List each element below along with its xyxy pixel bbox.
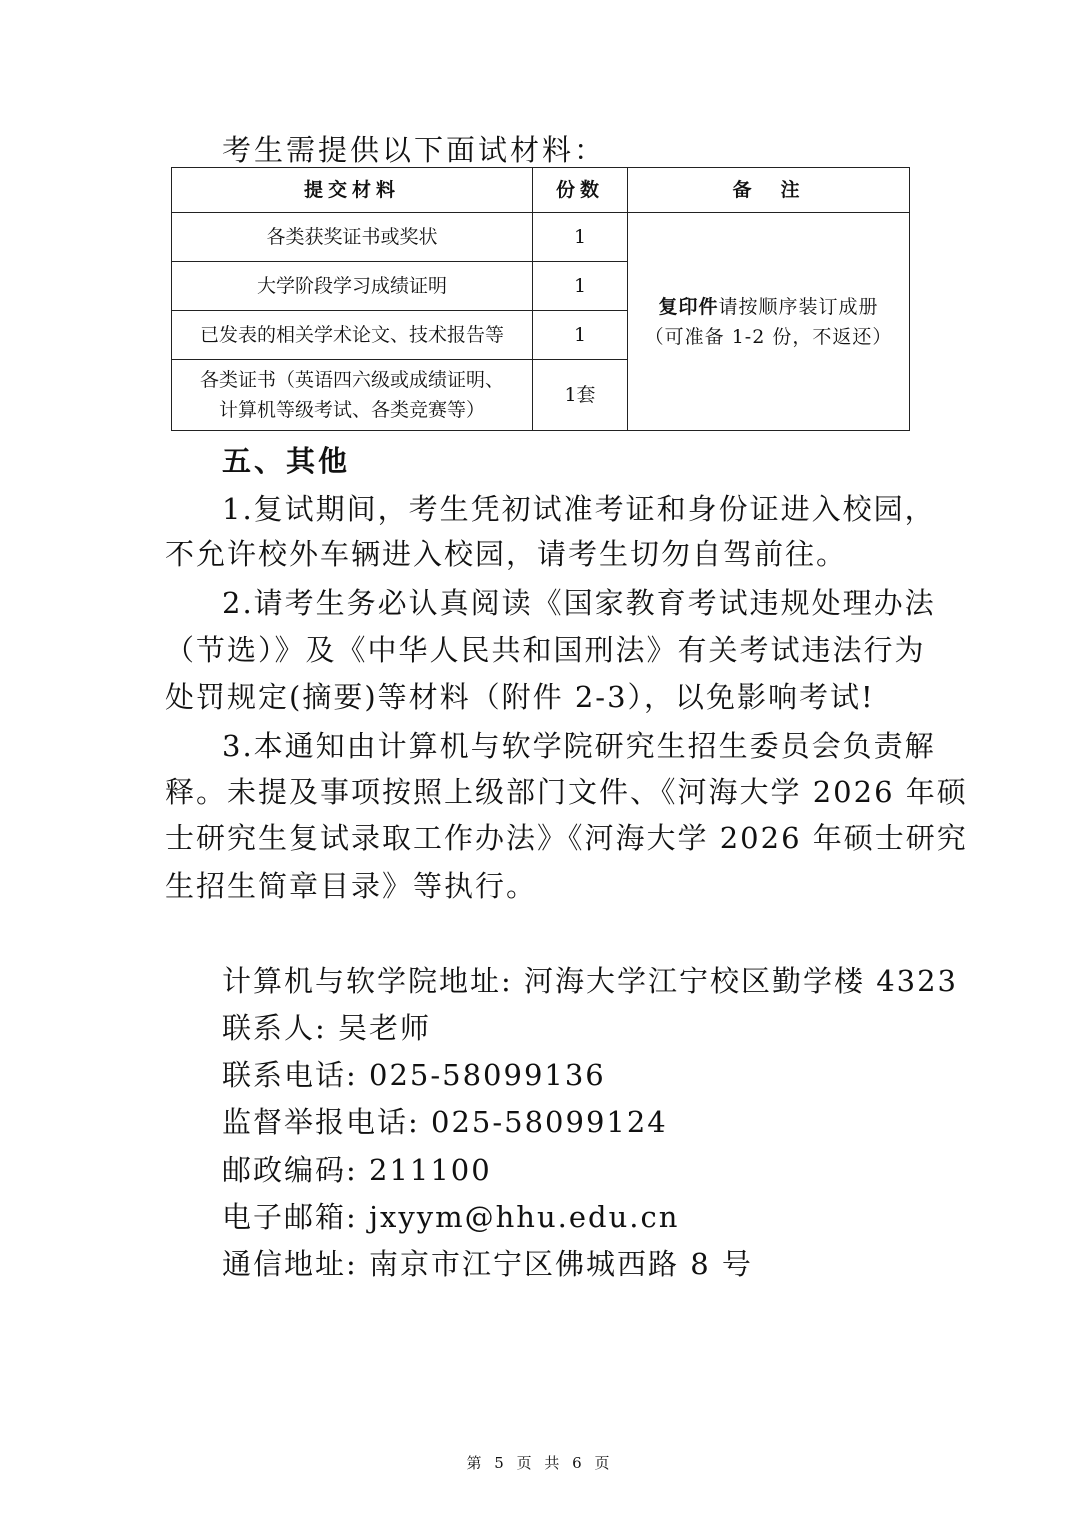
paragraph-3-line3: 士研究生复试录取工作办法》《河海大学 2026 年硕士研究 [165, 821, 968, 855]
header-materials: 提交材料 [172, 168, 533, 213]
row-count: 1套 [533, 360, 628, 431]
row-item: 各类获奖证书或奖状 [172, 213, 533, 262]
contact-postcode: 邮政编码: 211100 [222, 1153, 492, 1187]
section-heading: 五、其他 [222, 444, 351, 478]
paragraph-3-line1: 3.本通知由计算机与软学院研究生招生委员会负责解 [222, 729, 936, 763]
row-count: 1 [533, 213, 628, 262]
table-header-row [172, 168, 910, 213]
paragraph-1-line1: 1.复试期间，考生凭初试准考证和身份证进入校园， [222, 492, 936, 526]
contact-person: 联系人: 吴老师 [222, 1011, 431, 1045]
note-text-line2: （可准备 1-2 份，不返还） [644, 325, 893, 348]
row-item [172, 360, 533, 431]
row-item-line2: 计算机等级考试、各类竞赛等） [218, 399, 485, 421]
row-item-line1: 各类证书（英语四六级或成绩证明、 [199, 369, 504, 391]
paragraph-2-line2: （节选）》及《中华人民共和国刑法》有关考试违法行为 [165, 633, 926, 667]
paragraph-3-line2: 释。未提及事项按照上级部门文件、《河海大学 2026 年硕 [165, 775, 968, 809]
row-item: 已发表的相关学术论文、技术报告等 [172, 311, 533, 360]
contact-address: 计算机与软学院地址: 河海大学江宁校区勤学楼 4323 [222, 964, 959, 998]
header-notes: 备 注 [628, 168, 910, 213]
paragraph-3-line4: 生招生简章目录》等执行。 [165, 869, 538, 903]
paragraph-2-line3: 处罚规定(摘要)等材料（附件 2-3），以免影响考试! [165, 680, 875, 714]
notes-cell [628, 213, 910, 431]
contact-mail-address: 通信地址: 南京市江宁区佛城西路 8 号 [222, 1247, 753, 1281]
note-bold-text: 复印件 [658, 295, 719, 318]
contact-phone: 联系电话: 025-58099136 [222, 1058, 606, 1092]
row-count: 1 [533, 262, 628, 311]
materials-intro: 考生需提供以下面试材料： [222, 133, 607, 167]
table-row [172, 213, 910, 262]
paragraph-2-line1: 2.请考生务必认真阅读《国家教育考试违规处理办法 [222, 586, 936, 620]
row-item: 大学阶段学习成绩证明 [172, 262, 533, 311]
header-count: 份数 [533, 168, 628, 213]
contact-report-phone: 监督举报电话: 025-58099124 [222, 1105, 668, 1139]
page-footer: 第 5 页 共 6 页 [466, 1454, 614, 1472]
materials-table [171, 167, 910, 431]
contact-email: 电子邮箱: jxyym@hhu.edu.cn [222, 1200, 680, 1234]
paragraph-1-line2: 不允许校外车辆进入校园，请考生切勿自驾前往。 [165, 537, 848, 571]
note-text: 请按顺序装订成册 [718, 295, 879, 318]
row-count: 1 [533, 311, 628, 360]
